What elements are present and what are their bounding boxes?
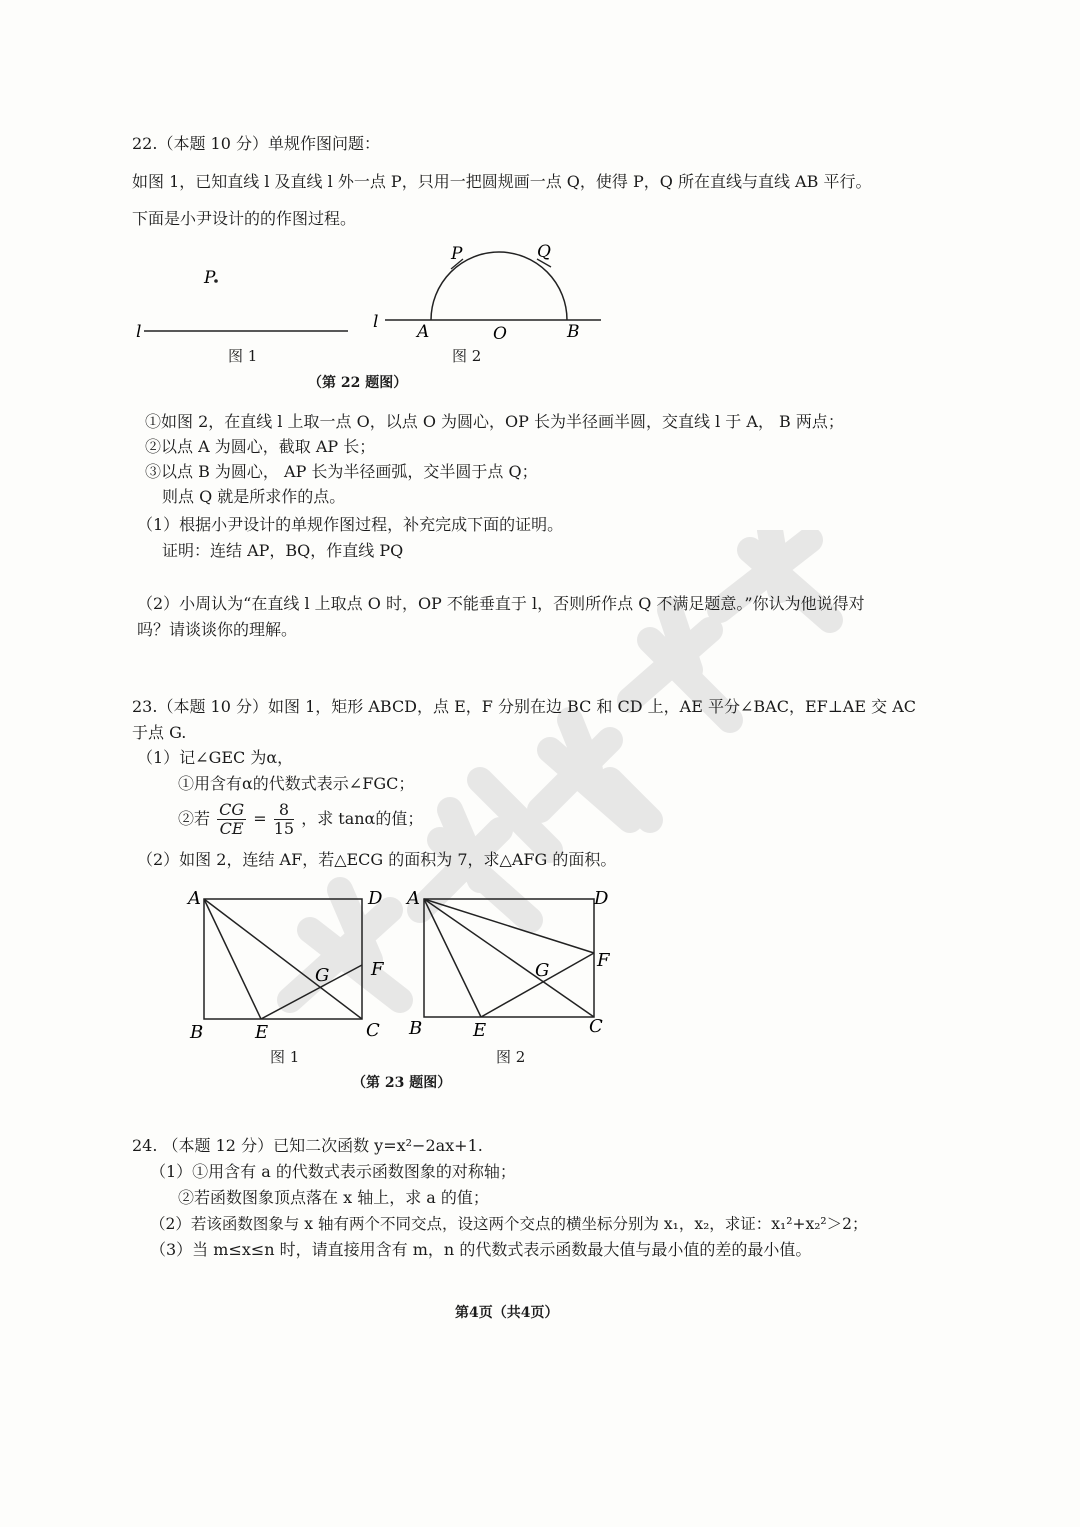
label-e: E [255,1022,269,1043]
q22-proof: 证明：连结 AP，BQ，作直线 PQ [162,541,404,560]
q23-header: 23.（本题 10 分）如图 1，矩形 ABCD，点 E，F 分别在边 BC 和 CD 上，AE 平分∠BAC，EF⊥AE 交 AC [132,697,916,716]
q23-sub2 [178,800,423,838]
label-a: A [407,888,420,909]
q24-part3: （3）当 m≤x≤n 时，请直接用含有 m，n 的代数式表示函数最大值与最小值的差的最小值。 [150,1240,812,1259]
q23-figure2 [405,882,620,1047]
q23-figure1 [185,882,400,1047]
label-l: l [136,322,142,342]
q23-sub2-prefix: ②若 [178,809,211,828]
label-b: B [567,322,580,342]
fraction-den: CE [219,819,244,838]
label-a: A [188,888,201,909]
q22-step2: ②以点 A 为圆心，截取 AP 长； [145,437,376,456]
equals-sign: = [253,809,267,828]
segment-ae [204,899,261,1019]
q22-line1: 如图 1，已知直线 l 及直线 l 外一点 P，只用一把圆规画一点 Q，使得 P，Q 所在直线与直线 AB 平行。 [132,172,872,191]
q23-caption: （第 23 题图） [352,1075,452,1091]
label-b: B [409,1018,423,1039]
q23-part2: （2）如图 2，连结 AF，若△ECG 的面积为 7，求△AFG 的面积。 [137,850,617,869]
label-l: l [373,312,379,332]
fraction-8-15 [274,801,294,838]
q23-header2: 于点 G. [132,723,187,742]
fraction-num: CG [219,800,245,819]
q24-header: 24. （本题 12 分）已知二次函数 y=x²−2ax+1. [132,1136,483,1155]
q22-fig1-label: 图 1 [228,347,258,365]
q23-part1: （1）记∠GEC 为α， [137,748,294,767]
segment-ef [261,965,362,1019]
label-b: B [190,1022,204,1043]
segment-ae [424,899,481,1017]
label-g: G [535,960,550,981]
label-d: D [368,888,383,909]
label-f: F [371,959,384,980]
segment-ac [424,899,594,1017]
q22-caption: （第 22 题图） [308,375,408,391]
q23-fig1-label: 图 1 [270,1048,300,1066]
segment-af [424,899,594,953]
q22-step4: 则点 Q 就是所求作的点。 [162,487,346,506]
q24-part1b: ②若函数图象顶点落在 x 轴上，求 a 的值； [178,1188,489,1207]
label-c: C [366,1020,380,1041]
q23-sub1: ①用含有α的代数式表示∠FGC； [178,774,415,793]
q22-line2: 下面是小尹设计的的作图过程。 [132,209,357,228]
q22-part2-line1: （2）小周认为“在直线 l 上取点 O 时，OP 不能垂直于 l，否则所作点 Q 不满足题意。”你认为他说得对 [137,594,865,613]
q22-fig2-label: 图 2 [452,347,482,365]
label-p: P [204,268,216,288]
fraction-cg-ce [217,801,246,838]
page-footer: 第4页（共4页） [455,1305,559,1321]
label-g: G [315,965,330,986]
label-p: P [451,244,463,264]
segment-ac [204,899,362,1019]
q22-step1: ①如图 2，在直线 l 上取一点 O，以点 O 为圆心，OP 长为半径画半圆，交直线 l 于 A， B 两点； [145,412,844,431]
label-d: D [594,888,609,909]
q24-part2: （2）若该函数图象与 x 轴有两个不同交点，设这两个交点的横坐标分别为 x₁，x₂，求证：x₁²+x₂²＞2； [150,1215,868,1233]
q22-step3: ③以点 B 为圆心， AP 长为半径画弧，交半圆于点 Q； [145,462,538,481]
fraction-num: 8 [274,801,294,820]
label-o: O [493,324,507,344]
fraction-den: 15 [273,819,295,838]
q23-sub2-suffix: ，求 tanα的值； [301,809,424,828]
q22-part1: （1）根据小尹设计的单规作图过程，补充完成下面的证明。 [137,515,564,534]
label-e: E [473,1020,487,1041]
label-c: C [589,1016,603,1037]
label-q: Q [537,242,551,262]
q22-header: 22.（本题 10 分）单规作图问题： [132,134,380,153]
label-a: A [417,322,430,342]
label-f: F [597,950,610,971]
q22-part2-line2: 吗？请谈谈你的理解。 [137,620,298,639]
q22-figure2 [365,235,615,345]
q24-part1a: （1）①用含有 a 的代数式表示函数图象的对称轴； [150,1162,516,1181]
q22-figure1 [130,255,360,345]
q23-fig2-label: 图 2 [496,1048,526,1066]
